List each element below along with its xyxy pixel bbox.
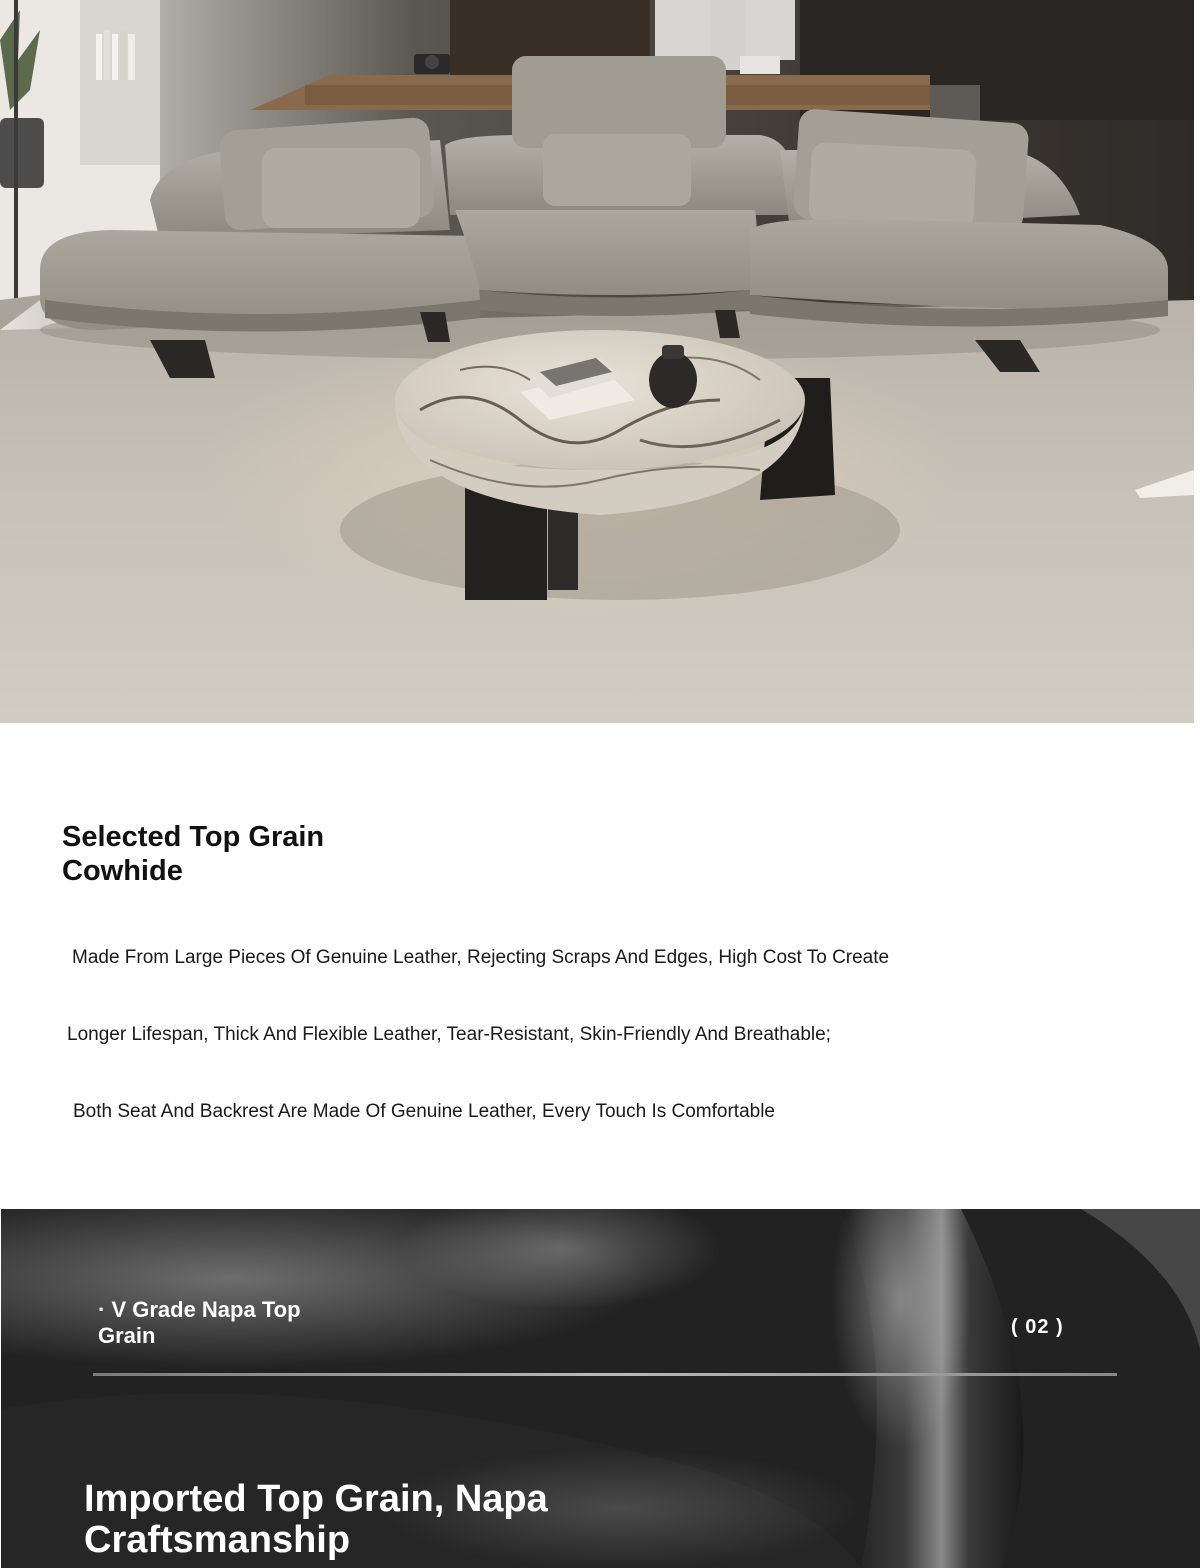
leather-title: Imported Top Grain, Napa Craftsmanship <box>84 1478 548 1561</box>
feature-title: Selected Top Grain Cowhide <box>62 821 325 887</box>
leather-subtitle: · V Grade Napa Top Grain <box>98 1297 301 1348</box>
divider-line <box>93 1373 1117 1376</box>
leather-section <box>1 1209 1200 1568</box>
feature-line-2: Longer Lifespan, Thick And Flexible Leather, Tear-Resistant, Skin-Friendly And Breathable; <box>67 1024 831 1045</box>
sofa-illustration <box>0 0 1194 723</box>
section-index: ( 02 ) <box>1011 1316 1064 1338</box>
feature-line-3: Both Seat And Backrest Are Made Of Genuine Leather, Every Touch Is Comfortable <box>73 1101 775 1122</box>
hero-sofa-photo <box>0 0 1194 723</box>
feature-line-1: Made From Large Pieces Of Genuine Leather, Rejecting Scraps And Edges, High Cost To Create <box>72 947 890 968</box>
